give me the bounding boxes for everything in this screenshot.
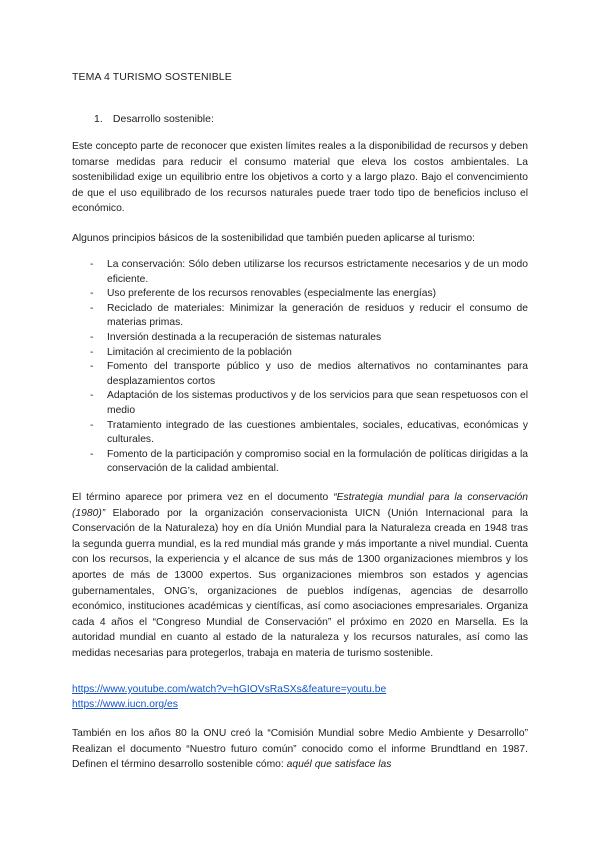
list-item: - La conservación: Sólo deben utilizarse los recursos estrictamente necesarios y de un modo eficiente. (90, 259, 528, 285)
list-item: - Fomento del transporte público y uso de medios alternativos no contaminantes para desplazamientos cortos (90, 361, 528, 387)
list-item: - Reciclado de materiales: Minimizar la generación de residuos y reducir el consumo de materias primas. (90, 302, 528, 329)
section-label: Desarrollo sostenible: (112, 113, 214, 125)
list-item: - Limitación al crecimiento de la población (90, 346, 292, 358)
page-title: TEMA 4 TURISMO SOSTENIBLE (72, 71, 232, 83)
principles-intro: Algunos principios básicos de la sostenibilidad que también pueden aplicarse al turismo: (72, 233, 475, 244)
brundtland-paragraph: También en los años 80 la ONU creó la “Comisión Mundial sobre Medio Ambiente y Desarrollo” Realizan el documento “Nuestro futuro común” conocido como el informe Brundtland en 1987. Definen el término desarrollo sostenible cómo: aquél que satisface las (72, 728, 528, 771)
principles-list (72, 258, 528, 477)
list-item: - Inversión destinada a la recuperación de sistemas naturales (90, 331, 382, 343)
list-item: - Fomento de la participación y compromiso social en la formulación de políticas dirigidas a la conservación de la calidad ambiental. (90, 448, 528, 475)
list-item: - Uso preferente de los recursos renovables (especialmente las energías) (90, 288, 437, 300)
uicn-paragraph: El término aparece por primera vez en el documento “Estrategia mundial para la conservación (1980)” Elaborado por la organización conservacionista UICN (Unión Internacional para la Conservación de la Naturaleza) hoy en día Unión Mundial para la Naturaleza creada en 1948 tras la segunda guerra mundial, es la red mundial más grande y más importante a nivel mundial. Cuenta con los recursos, la experiencia y el alcance de sus más de 1300 organizaciones miembros y los aportes de más de 13000 expertos. Sus organizaciones miembros son estados y agencias gubernamentales, ONG’s, organizaciones de pueblos indígenas, agencias de desarrollo económico, instituciones académicas y científicas, así como asociaciones empresariales. Organiza cada 4 años el “Congreso Mundial de Conservación” el próximo en 2020 en Marsella. Es la autoridad mundial en cuanto al estado de la naturaleza y los recursos naturales, así como las medidas necesarias para protegerlos, trabaja en materia de turismo sostenible. (72, 492, 528, 659)
youtube-link[interactable]: https://www.youtube.com/watch?v=hGIOVsRaSXs&feature=youtu.be (72, 684, 387, 695)
definition-start: aquél que satisface las (286, 759, 392, 771)
document-title-quote: “Estrategia mundial para la conservación (1980)” (72, 492, 528, 519)
section-heading (94, 113, 214, 125)
iucn-link[interactable]: https://www.iucn.org/es (72, 699, 178, 710)
list-item: - Tratamiento integrado de las cuestiones ambientales, sociales, educativas, económicas y culturales. (90, 419, 528, 446)
section-number: 1. (94, 113, 103, 125)
list-item: - Adaptación de los sistemas productivos y de los servicios para que sean respetuosos con el medio (90, 390, 528, 416)
intro-paragraph: Este concepto parte de reconocer que existen límites reales a la disponibilidad de recursos y deben tomarse medidas para reducir el consumo material que eleva los costos ambientales. La sostenibilidad exige un equilibrio entre los objetivos a corto y a largo plazo. Bajo el convencimiento de que el uso equilibrado de los recursos naturales puede traer todo tipo de beneficios incluso el económico. (72, 141, 528, 215)
